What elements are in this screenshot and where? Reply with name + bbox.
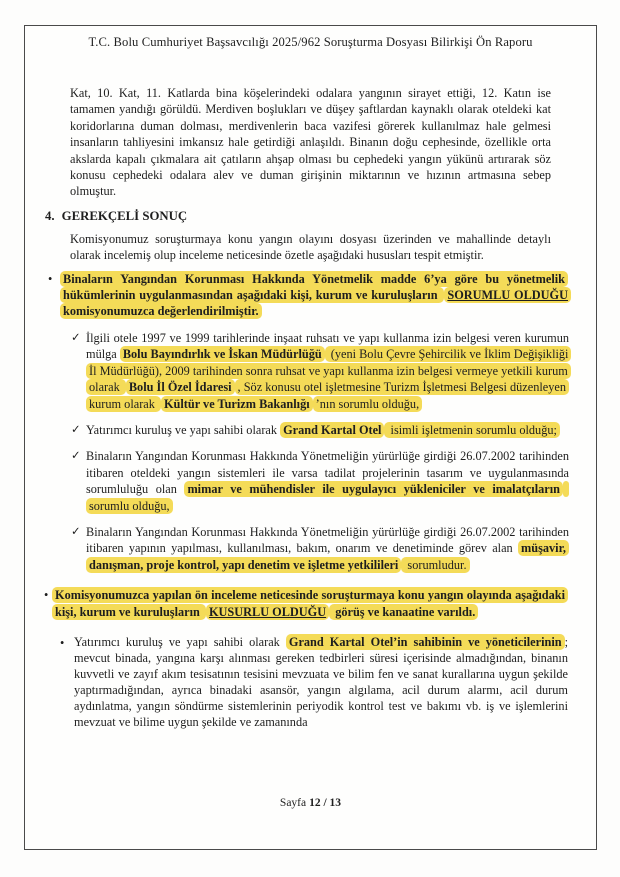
text-run: Yatırımcı kuruluş ve yapı sahibi olarak xyxy=(86,422,281,437)
highlighted-text: Binaların Yangından Korunması Hakkında Yönetmelik madde 6’ya göre bu yönetmelik hükümlerinin uygulanmasından aşağıdaki kişi, kurum ve kuruluşların xyxy=(60,271,568,303)
highlighted-text: Bolu İl Özel İdaresi xyxy=(126,379,235,395)
checkmark-icon: ✓ xyxy=(71,450,81,463)
highlighted-text: müşavir, danışman, proje kontrol, yapı denetim ve işletme yetkilileri xyxy=(86,540,569,572)
bullet-icon: • xyxy=(48,271,53,286)
page-footer xyxy=(25,796,596,811)
highlighted-text: mimar ve mühendisler ile uygulayıcı yükleniciler ve imalatçıların xyxy=(184,481,563,497)
highlighted-text: isimli işletmenin sorumlu olduğu; xyxy=(384,422,559,438)
text-run: Binaların Yangından Korunması Hakkında Yönetmeliğin yürürlüğe girdiği 26.07.2002 tarihinden itibaren yapının yapılması, kullanılması, bakım, onarım ve denetiminde görev alan xyxy=(86,524,569,556)
check-item-text xyxy=(86,330,569,412)
document-title: T.C. Bolu Cumhuriyet Başsavcılığı 2025/962 Soruşturma Dosyası Bilirkişi Ön Raporu xyxy=(88,35,533,49)
text-run: ; mevcut binada, yangına karşı alınması gereken tedbirleri süresi içerisinde almadığından, binanın kuvvetli ve zayıf akım tesisatının tesisini mevzuata ve bilim fen ve sanat kurallarına uygun şekilde yaptırmadığından, ayrıca binadaki asansör, yangın algılama, acil durum alarmı, acil durum aydınlatma, yangın söndürme sistemlerinin periyodik kontrol test ve bakımı vb. iş ve işlemlerini mevzuat ve bilime uygun şekilde ve zamanında xyxy=(74,634,569,729)
highlighted-text: Grand Kartal Otel’in sahibinin ve yöneticilerinin xyxy=(286,634,565,650)
sub-bullet-text xyxy=(74,635,568,730)
highlighted-text: sorumludur. xyxy=(401,557,469,573)
highlighted-text: Komisyonumuzca yapılan ön inceleme neticesinde soruşturmaya konu yangın olayında aşağıdaki kişi, kurum ve kuruluşların xyxy=(52,587,568,619)
section-title: GEREKÇELİ SONUÇ xyxy=(61,208,188,223)
text-run: İlgili otele 1997 ve 1999 tarihlerinde inşaat ruhsatı ve yapı kullanma izin belgesi veren kurumun mülga xyxy=(86,330,569,362)
text-run: Komisyonumuz soruşturmaya konu yangın olayını dosyası üzerinden ve mahallinde detaylı olarak incelemiş olup inceleme neticesinde özetle aşağıdaki hususları tespit etmiştir. xyxy=(70,231,551,263)
highlighted-text: Kültür ve Turizm Bakanlığı xyxy=(161,396,313,412)
bullet-item-responsible xyxy=(48,271,569,320)
highlighted-text: KUSURLU OLDUĞU xyxy=(206,604,329,620)
highlighted-text: ’nın sorumlu olduğu, xyxy=(313,396,423,412)
check-item-text xyxy=(86,524,569,573)
check-item-text xyxy=(86,422,569,438)
checkmark-icon: ✓ xyxy=(71,525,81,538)
bullet-text-responsible xyxy=(60,271,568,320)
sub-bullet-item-hotel-liability xyxy=(60,634,569,730)
highlighted-text: Bolu Bayındırlık ve İskan Müdürlüğü xyxy=(120,346,325,362)
bullet-text-faulty xyxy=(52,587,568,620)
text-run: Binaların Yangından Korunması Hakkında Yönetmeliğin yürürlüğe girdiği 26.07.2002 tarihinden itibaren oteldeki yangın sistemleri ile varsa tadilat projelerinin tasarım ve uygulanmasında sorumluluğu olan xyxy=(86,449,569,497)
highlighted-text: SORUMLU OLDUĞU xyxy=(444,287,571,303)
section-intro-paragraph xyxy=(70,231,551,264)
footer-label: Sayfa xyxy=(279,797,307,809)
highlighted-text: (yeni Bolu Çevre Şehircilik ve İklim Değişikliği İl Müdürlüğü), 2009 tarihinden sonra ruhsat ve yapı kullanma izin belgesi vermeye yetkili kurum olarak xyxy=(86,346,571,395)
check-item-permits-authorities xyxy=(71,330,569,412)
highlighted-text: görüş ve kanaatine varıldı. xyxy=(329,604,478,620)
page-number: 12 / 13 xyxy=(309,797,342,809)
text-run: Kat, 10. Kat, 11. Katlarda bina köşelerindeki odalara yangının sirayet ettiği, 12. Katın ise tamamen yandığı görüldü. Merdiven boşlukları ve düşey şaftlardan kaynaklı olarak oteldeki kat koridorlarına duman dolması, merdivenlerin baca vazifesi görerek kullanılmaz hale gelmesi insanların tahliyesini imkansız hale getirdiği anlaşıldı. Binanın doğu cephesinde, özellikle orta akslarda kapalı çıkmalara ait çatıların ahşap olması bu cephedeki yangın yükünü artırarak söz konusu cephedeki odalara alev ve duman girişinin miktarının ve hızının artmasına sebep olmuştur. xyxy=(70,86,551,199)
check-item-architects-engineers xyxy=(71,448,569,514)
bullet-icon: • xyxy=(60,635,65,650)
highlighted-text: , Söz konusu otel işletmesine Turizm İşletmesi Belgesi düzenleyen kurum olarak xyxy=(86,379,569,411)
checkmark-icon: ✓ xyxy=(71,423,81,436)
check-item-text xyxy=(86,448,569,514)
text-run: Yatırımcı kuruluş ve yapı sahibi olarak xyxy=(74,634,286,649)
section-heading xyxy=(45,208,596,225)
check-item-supervisors xyxy=(71,524,569,573)
page-frame xyxy=(24,25,597,850)
document-header xyxy=(25,26,596,51)
highlighted-text: komisyonumuzca değerlendirilmiştir. xyxy=(60,303,262,319)
check-item-hotel-owner xyxy=(71,422,569,438)
section-number: 4. xyxy=(45,208,55,223)
bullet-item-faulty xyxy=(44,587,568,620)
highlighted-text: sorumlu olduğu, xyxy=(86,481,569,513)
highlighted-text: Grand Kartal Otel xyxy=(280,422,384,438)
body-paragraph-fire-spread xyxy=(70,85,551,200)
checkmark-icon: ✓ xyxy=(71,331,81,344)
bullet-icon: • xyxy=(44,588,49,603)
